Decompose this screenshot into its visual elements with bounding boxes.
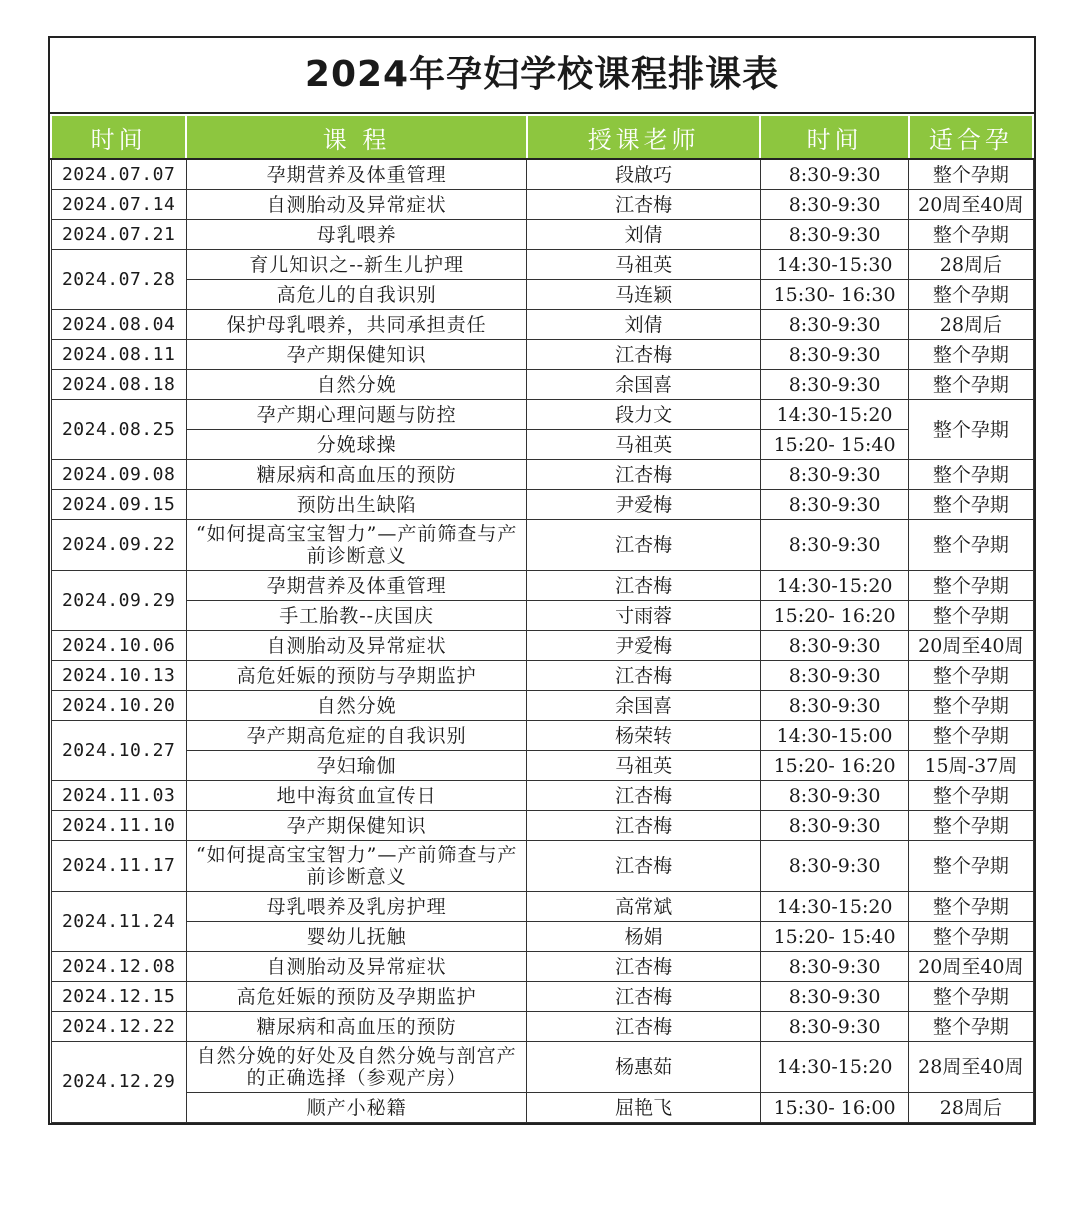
- suitable-cell: 整个孕期: [909, 520, 1033, 571]
- teacher-cell: 寸雨蓉: [527, 601, 760, 631]
- time-cell: 8:30-9:30: [760, 841, 908, 892]
- time-cell: 8:30-9:30: [760, 159, 908, 190]
- date-cell: 2024.11.03: [51, 781, 186, 811]
- time-cell: 8:30-9:30: [760, 490, 908, 520]
- course-cell: 手工胎教--庆国庆: [186, 601, 527, 631]
- time-cell: 8:30-9:30: [760, 340, 908, 370]
- table-row: [51, 1093, 1033, 1123]
- header-row: [51, 115, 1033, 159]
- date-cell: 2024.09.29: [51, 571, 186, 631]
- date-cell: 2024.08.11: [51, 340, 186, 370]
- date-cell: 2024.10.13: [51, 661, 186, 691]
- schedule-sheet: [48, 36, 1036, 1125]
- date-cell: 2024.11.17: [51, 841, 186, 892]
- course-cell: 预防出生缺陷: [186, 490, 527, 520]
- table-row: [51, 370, 1033, 400]
- suitable-cell: 整个孕期: [909, 691, 1033, 721]
- suitable-cell: 整个孕期: [909, 982, 1033, 1012]
- time-cell: 14:30-15:20: [760, 1042, 908, 1093]
- table-row: [51, 490, 1033, 520]
- table-row: [51, 892, 1033, 922]
- course-cell: 孕产期高危症的自我识别: [186, 721, 527, 751]
- course-cell: 自测胎动及异常症状: [186, 952, 527, 982]
- suitable-cell: 整个孕期: [909, 340, 1033, 370]
- date-cell: 2024.08.18: [51, 370, 186, 400]
- teacher-cell: 段啟巧: [527, 159, 760, 190]
- table-row: [51, 952, 1033, 982]
- course-cell: 孕产期保健知识: [186, 340, 527, 370]
- date-cell: 2024.07.21: [51, 220, 186, 250]
- course-cell: 分娩球操: [186, 430, 527, 460]
- time-cell: 14:30-15:20: [760, 892, 908, 922]
- table-row: [51, 220, 1033, 250]
- date-cell: 2024.11.24: [51, 892, 186, 952]
- suitable-cell: 整个孕期: [909, 490, 1033, 520]
- date-cell: 2024.07.14: [51, 190, 186, 220]
- suitable-cell: 整个孕期: [909, 571, 1033, 601]
- time-cell: 14:30-15:20: [760, 400, 908, 430]
- table-row: [51, 721, 1033, 751]
- course-cell: 高危儿的自我识别: [186, 280, 527, 310]
- suitable-cell: 整个孕期: [909, 922, 1033, 952]
- teacher-cell: 江杏梅: [527, 982, 760, 1012]
- course-cell: 孕期营养及体重管理: [186, 159, 527, 190]
- time-cell: 14:30-15:20: [760, 571, 908, 601]
- suitable-cell: 28周后: [909, 250, 1033, 280]
- table-row: [51, 751, 1033, 781]
- suitable-cell: 整个孕期: [909, 1012, 1033, 1042]
- teacher-cell: 杨娟: [527, 922, 760, 952]
- time-cell: 8:30-9:30: [760, 811, 908, 841]
- table-row: [51, 841, 1033, 892]
- course-cell: 孕期营养及体重管理: [186, 571, 527, 601]
- suitable-cell: 整个孕期: [909, 892, 1033, 922]
- teacher-cell: 江杏梅: [527, 520, 760, 571]
- date-cell: 2024.12.29: [51, 1042, 186, 1123]
- teacher-cell: 刘倩: [527, 220, 760, 250]
- time-cell: 8:30-9:30: [760, 460, 908, 490]
- teacher-cell: 余国喜: [527, 691, 760, 721]
- schedule-table: [50, 114, 1034, 1123]
- time-cell: 14:30-15:30: [760, 250, 908, 280]
- suitable-cell: 20周至40周: [909, 631, 1033, 661]
- date-cell: 2024.12.08: [51, 952, 186, 982]
- time-cell: 15:20- 15:40: [760, 922, 908, 952]
- time-cell: 15:20- 15:40: [760, 430, 908, 460]
- table-row: [51, 601, 1033, 631]
- table-row: [51, 460, 1033, 490]
- teacher-cell: 江杏梅: [527, 781, 760, 811]
- time-cell: 8:30-9:30: [760, 982, 908, 1012]
- course-cell: 孕产期心理问题与防控: [186, 400, 527, 430]
- time-cell: 8:30-9:30: [760, 370, 908, 400]
- teacher-cell: 马祖英: [527, 751, 760, 781]
- table-row: [51, 159, 1033, 190]
- course-cell: “如何提高宝宝智力”—产前筛查与产前诊断意义: [186, 841, 527, 892]
- suitable-cell: 整个孕期: [909, 601, 1033, 631]
- table-row: [51, 190, 1033, 220]
- page-title: 2024年孕妇学校课程排课表: [50, 38, 1034, 114]
- teacher-cell: 江杏梅: [527, 190, 760, 220]
- course-cell: 高危妊娠的预防及孕期监护: [186, 982, 527, 1012]
- header-teacher: 授课老师: [527, 115, 760, 159]
- date-cell: 2024.09.08: [51, 460, 186, 490]
- table-row: [51, 340, 1033, 370]
- table-row: [51, 520, 1033, 571]
- teacher-cell: 尹爱梅: [527, 490, 760, 520]
- suitable-cell: 整个孕期: [909, 460, 1033, 490]
- suitable-cell: 整个孕期: [909, 841, 1033, 892]
- time-cell: 14:30-15:00: [760, 721, 908, 751]
- course-cell: 母乳喂养及乳房护理: [186, 892, 527, 922]
- course-cell: 婴幼儿抚触: [186, 922, 527, 952]
- suitable-cell: 整个孕期: [909, 220, 1033, 250]
- date-cell: 2024.12.15: [51, 982, 186, 1012]
- time-cell: 15:20- 16:20: [760, 601, 908, 631]
- teacher-cell: 马祖英: [527, 430, 760, 460]
- table-row: [51, 661, 1033, 691]
- course-cell: 自然分娩的好处及自然分娩与剖宫产的正确选择（参观产房）: [186, 1042, 527, 1093]
- table-row: [51, 1012, 1033, 1042]
- suitable-cell: 整个孕期: [909, 721, 1033, 751]
- teacher-cell: 江杏梅: [527, 571, 760, 601]
- time-cell: 15:20- 16:20: [760, 751, 908, 781]
- course-cell: 孕妇瑜伽: [186, 751, 527, 781]
- date-cell: 2024.10.20: [51, 691, 186, 721]
- course-cell: 保护母乳喂养，共同承担责任: [186, 310, 527, 340]
- course-cell: 孕产期保健知识: [186, 811, 527, 841]
- date-cell: 2024.12.22: [51, 1012, 186, 1042]
- table-row: [51, 811, 1033, 841]
- table-row: [51, 430, 1033, 460]
- course-cell: 顺产小秘籍: [186, 1093, 527, 1123]
- course-cell: 地中海贫血宣传日: [186, 781, 527, 811]
- table-row: [51, 982, 1033, 1012]
- date-cell: 2024.10.06: [51, 631, 186, 661]
- suitable-cell: 整个孕期: [909, 661, 1033, 691]
- suitable-cell: 整个孕期: [909, 159, 1033, 190]
- date-cell: 2024.10.27: [51, 721, 186, 781]
- header-suitable: 适合孕: [909, 115, 1033, 159]
- table-row: [51, 691, 1033, 721]
- date-cell: 2024.11.10: [51, 811, 186, 841]
- teacher-cell: 马连颖: [527, 280, 760, 310]
- table-row: [51, 1042, 1033, 1093]
- suitable-cell: 15周-37周: [909, 751, 1033, 781]
- course-cell: 母乳喂养: [186, 220, 527, 250]
- teacher-cell: 江杏梅: [527, 811, 760, 841]
- table-row: [51, 400, 1033, 430]
- teacher-cell: 高常斌: [527, 892, 760, 922]
- table-row: [51, 250, 1033, 280]
- teacher-cell: 余国喜: [527, 370, 760, 400]
- suitable-cell: 28周至40周: [909, 1042, 1033, 1093]
- table-row: [51, 781, 1033, 811]
- teacher-cell: 马祖英: [527, 250, 760, 280]
- suitable-cell: 20周至40周: [909, 952, 1033, 982]
- date-cell: 2024.07.07: [51, 159, 186, 190]
- table-row: [51, 280, 1033, 310]
- suitable-cell: 整个孕期: [909, 781, 1033, 811]
- course-cell: 糖尿病和高血压的预防: [186, 1012, 527, 1042]
- date-cell: 2024.08.04: [51, 310, 186, 340]
- time-cell: 8:30-9:30: [760, 310, 908, 340]
- time-cell: 8:30-9:30: [760, 220, 908, 250]
- table-row: [51, 571, 1033, 601]
- teacher-cell: 尹爱梅: [527, 631, 760, 661]
- course-cell: 糖尿病和高血压的预防: [186, 460, 527, 490]
- table-row: [51, 922, 1033, 952]
- date-cell: 2024.09.22: [51, 520, 186, 571]
- teacher-cell: 江杏梅: [527, 340, 760, 370]
- course-cell: 高危妊娠的预防与孕期监护: [186, 661, 527, 691]
- suitable-cell: 28周后: [909, 1093, 1033, 1123]
- table-row: [51, 310, 1033, 340]
- course-cell: 自测胎动及异常症状: [186, 631, 527, 661]
- course-cell: 育儿知识之--新生儿护理: [186, 250, 527, 280]
- teacher-cell: 江杏梅: [527, 1012, 760, 1042]
- schedule-body: [51, 159, 1033, 1123]
- teacher-cell: 江杏梅: [527, 661, 760, 691]
- time-cell: 8:30-9:30: [760, 1012, 908, 1042]
- suitable-cell: 整个孕期: [909, 811, 1033, 841]
- suitable-cell: 整个孕期: [909, 280, 1033, 310]
- time-cell: 8:30-9:30: [760, 781, 908, 811]
- time-cell: 8:30-9:30: [760, 520, 908, 571]
- course-cell: 自然分娩: [186, 691, 527, 721]
- teacher-cell: 杨荣转: [527, 721, 760, 751]
- suitable-cell: 整个孕期: [909, 400, 1033, 460]
- time-cell: 8:30-9:30: [760, 952, 908, 982]
- course-cell: “如何提高宝宝智力”—产前筛查与产前诊断意义: [186, 520, 527, 571]
- date-cell: 2024.08.25: [51, 400, 186, 460]
- suitable-cell: 28周后: [909, 310, 1033, 340]
- time-cell: 15:30- 16:00: [760, 1093, 908, 1123]
- time-cell: 8:30-9:30: [760, 691, 908, 721]
- time-cell: 8:30-9:30: [760, 190, 908, 220]
- header-course: 课 程: [186, 115, 527, 159]
- teacher-cell: 江杏梅: [527, 460, 760, 490]
- header-date: 时间: [51, 115, 186, 159]
- date-cell: 2024.09.15: [51, 490, 186, 520]
- time-cell: 8:30-9:30: [760, 661, 908, 691]
- date-cell: 2024.07.28: [51, 250, 186, 310]
- teacher-cell: 刘倩: [527, 310, 760, 340]
- course-cell: 自测胎动及异常症状: [186, 190, 527, 220]
- suitable-cell: 20周至40周: [909, 190, 1033, 220]
- teacher-cell: 杨惠茹: [527, 1042, 760, 1093]
- header-time: 时间: [760, 115, 908, 159]
- time-cell: 8:30-9:30: [760, 631, 908, 661]
- teacher-cell: 段力文: [527, 400, 760, 430]
- table-row: [51, 631, 1033, 661]
- teacher-cell: 江杏梅: [527, 952, 760, 982]
- course-cell: 自然分娩: [186, 370, 527, 400]
- suitable-cell: 整个孕期: [909, 370, 1033, 400]
- teacher-cell: 屈艳飞: [527, 1093, 760, 1123]
- teacher-cell: 江杏梅: [527, 841, 760, 892]
- time-cell: 15:30- 16:30: [760, 280, 908, 310]
